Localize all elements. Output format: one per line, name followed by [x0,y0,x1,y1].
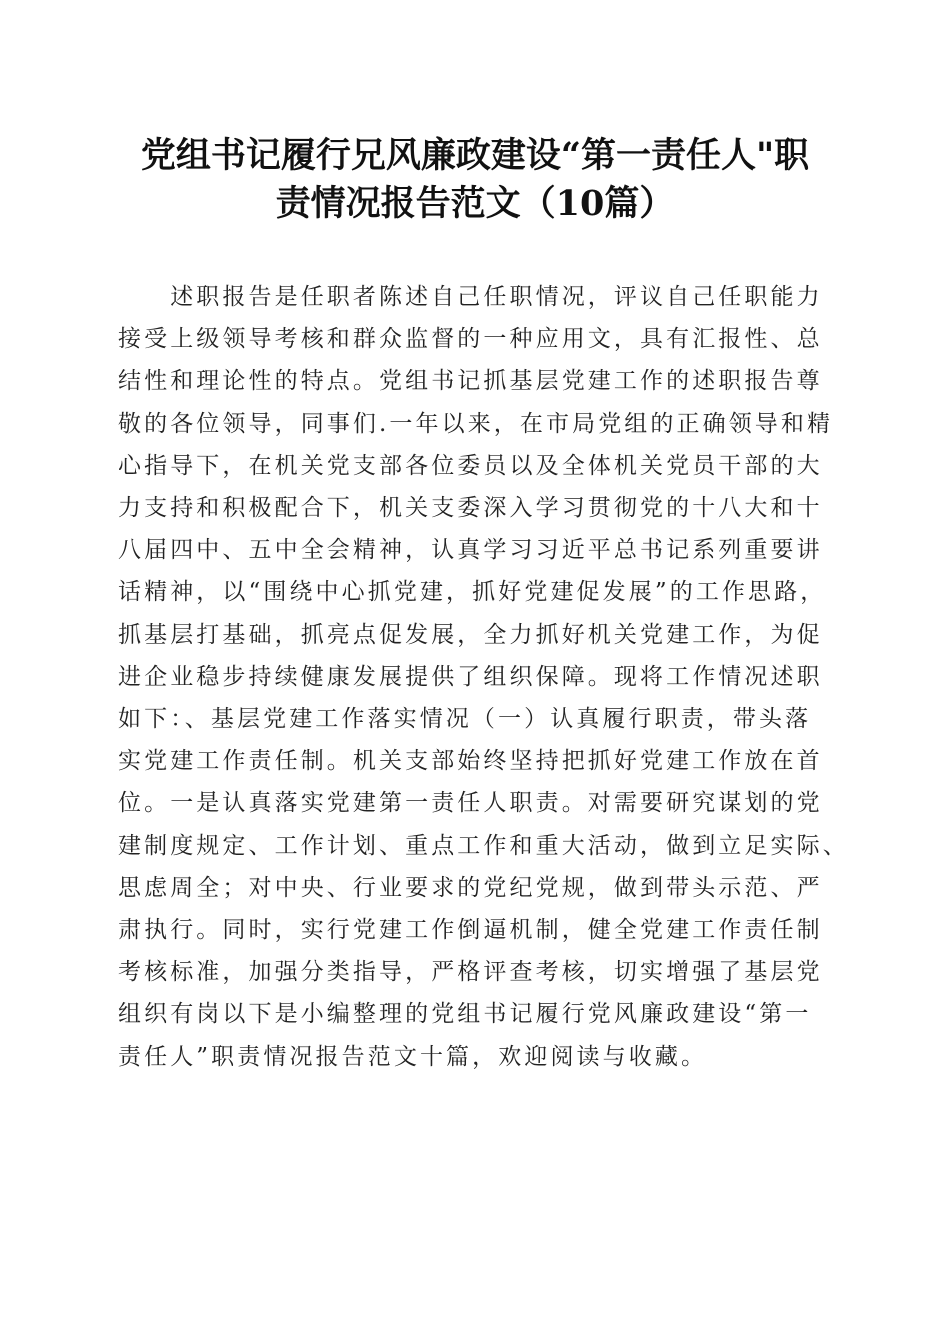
body-line-12: 实党建工作责任制。机关支部始终坚持把抓好党建工作放在首 [118,748,823,775]
title-line-2: 责情况报告范文（10篇） [275,183,675,224]
body-line-8: 话精神，以“围绕中心抓党建，抓好党建促发展”的工作思路， [118,579,827,606]
document-title [100,132,850,228]
body-line-3: 结性和理论性的特点。党组书记抓基层党建工作的述职报告尊 [118,368,823,395]
body-line-5: 心指导下，在机关党支部各位委员以及全体机关党员干部的大 [118,452,823,479]
body-line-17: 考核标准，加强分类指导，严格评查考核，切实增强了基层党 [118,959,823,986]
body-line-4: 敬的各位领导，同事们.一年以来，在市局党组的正确领导和精 [118,410,834,437]
body-line-14: 建制度规定、工作计划、重点工作和重大活动，做到立足实际、 [118,832,849,859]
body-line-7: 八届四中、五中全会精神，认真学习习近平总书记系列重要讲 [118,537,823,564]
document-body [118,276,849,1078]
body-line-19: 责任人”职责情况报告范文十篇，欢迎阅读与收藏。 [118,1043,708,1070]
body-line-2: 接受上级领导考核和群众监督的一种应用文，具有汇报性、总 [118,326,823,353]
body-line-18: 组织有岗以下是小编整理的党组书记履行党风廉政建设“第一 [118,1001,812,1028]
body-line-15: 思虑周全；对中央、行业要求的党纪党规，做到带头示范、严 [118,874,823,901]
body-line-13: 位。一是认真落实党建第一责任人职责。对需要研究谋划的党 [118,790,823,817]
body-line-1: 述职报告是任职者陈述自己任职情况，评议自己任职能力 [118,284,823,310]
title-line-1: 党组书记履行兄风廉政建设“第一责任人"职 [140,135,810,176]
body-line-10: 进企业稳步持续健康发展提供了组织保障。现将工作情况述职 [118,663,823,690]
body-line-16: 肃执行。同时，实行党建工作倒逼机制，健全党建工作责任制 [118,917,823,944]
body-line-11: 如下：、基层党建工作落实情况（一）认真履行职责，带头落 [118,706,812,733]
body-line-6: 力支持和积极配合下，机关支委深入学习贯彻党的十八大和十 [118,495,823,522]
body-line-9: 抓基层打基础，抓亮点促发展，全力抓好机关党建工作，为促 [118,621,823,648]
